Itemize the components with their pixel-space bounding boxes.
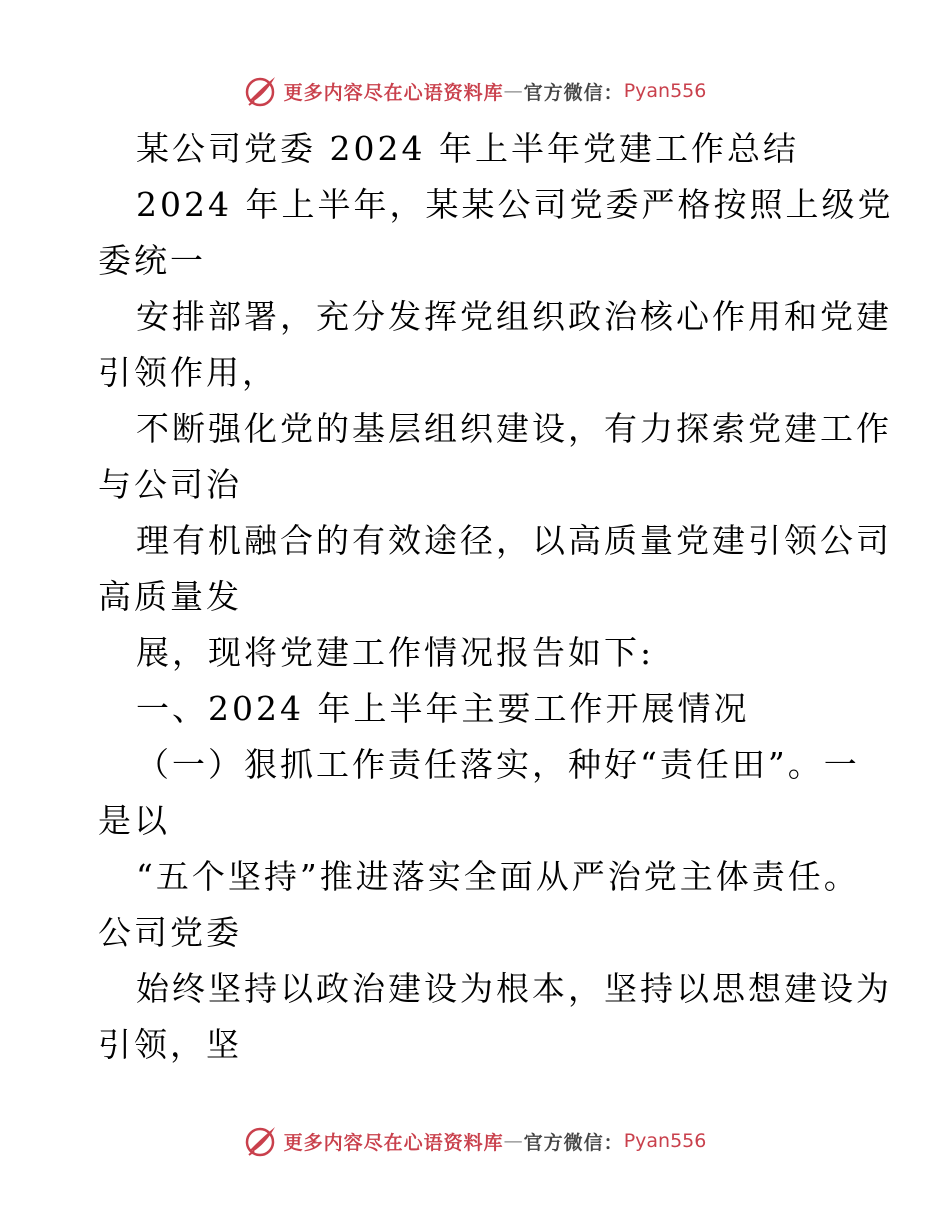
watermark-text: 更多内容尽在心语资料库 <box>283 1131 504 1154</box>
watermark-text: 更多内容尽在心语资料库 <box>283 81 504 104</box>
paragraph-line: 始终坚持以政治建设为根本，坚持以思想建设为 <box>136 969 892 1008</box>
document-title: 某公司党委 2024 年上半年党建工作总结 <box>136 129 799 168</box>
paragraph-line: 2024 年上半年，某某公司党委严格按照上级党 <box>136 185 894 224</box>
paragraph-line: 展，现将党建工作情况报告如下: <box>136 633 655 672</box>
header-watermark <box>0 71 950 111</box>
watermark-separator: — <box>503 80 524 102</box>
watermark-label: 官方微信： <box>523 1131 624 1154</box>
paragraph-line: 与公司治 <box>98 465 242 504</box>
watermark-label: 官方微信： <box>523 81 624 104</box>
paragraph-line: 高质量发 <box>98 577 242 616</box>
paragraph-line: 是以 <box>98 801 170 840</box>
watermark-contact: Pyan556 <box>623 80 707 102</box>
paragraph-line: 一、2024 年上半年主要工作开展情况 <box>136 689 750 728</box>
paragraph-line: （一）狠抓工作责任落实，种好“责任田”。一 <box>136 745 860 784</box>
paragraph-line: 理有机融合的有效途径，以高质量党建引领公司 <box>136 521 892 560</box>
paragraph-line: 委统一 <box>98 241 206 280</box>
paragraph-line: 公司党委 <box>98 913 242 952</box>
paragraph-line: 不断强化党的基层组织建设，有力探索党建工作 <box>136 409 892 448</box>
footer-watermark <box>0 1121 950 1161</box>
document-body <box>98 121 894 1073</box>
paragraph-line: 安排部署，充分发挥党组织政治核心作用和党建 <box>136 297 892 336</box>
watermark-contact: Pyan556 <box>623 1130 707 1152</box>
paragraph-line: 引领，坚 <box>98 1025 242 1064</box>
paragraph-line: 引领作用， <box>98 353 278 392</box>
quill-pen-logo-icon <box>244 74 278 108</box>
paragraph-line: “五个坚持”推进落实全面从严治党主体责任。 <box>136 857 860 896</box>
quill-pen-logo-icon <box>244 1124 278 1158</box>
watermark-separator: — <box>503 1130 524 1152</box>
